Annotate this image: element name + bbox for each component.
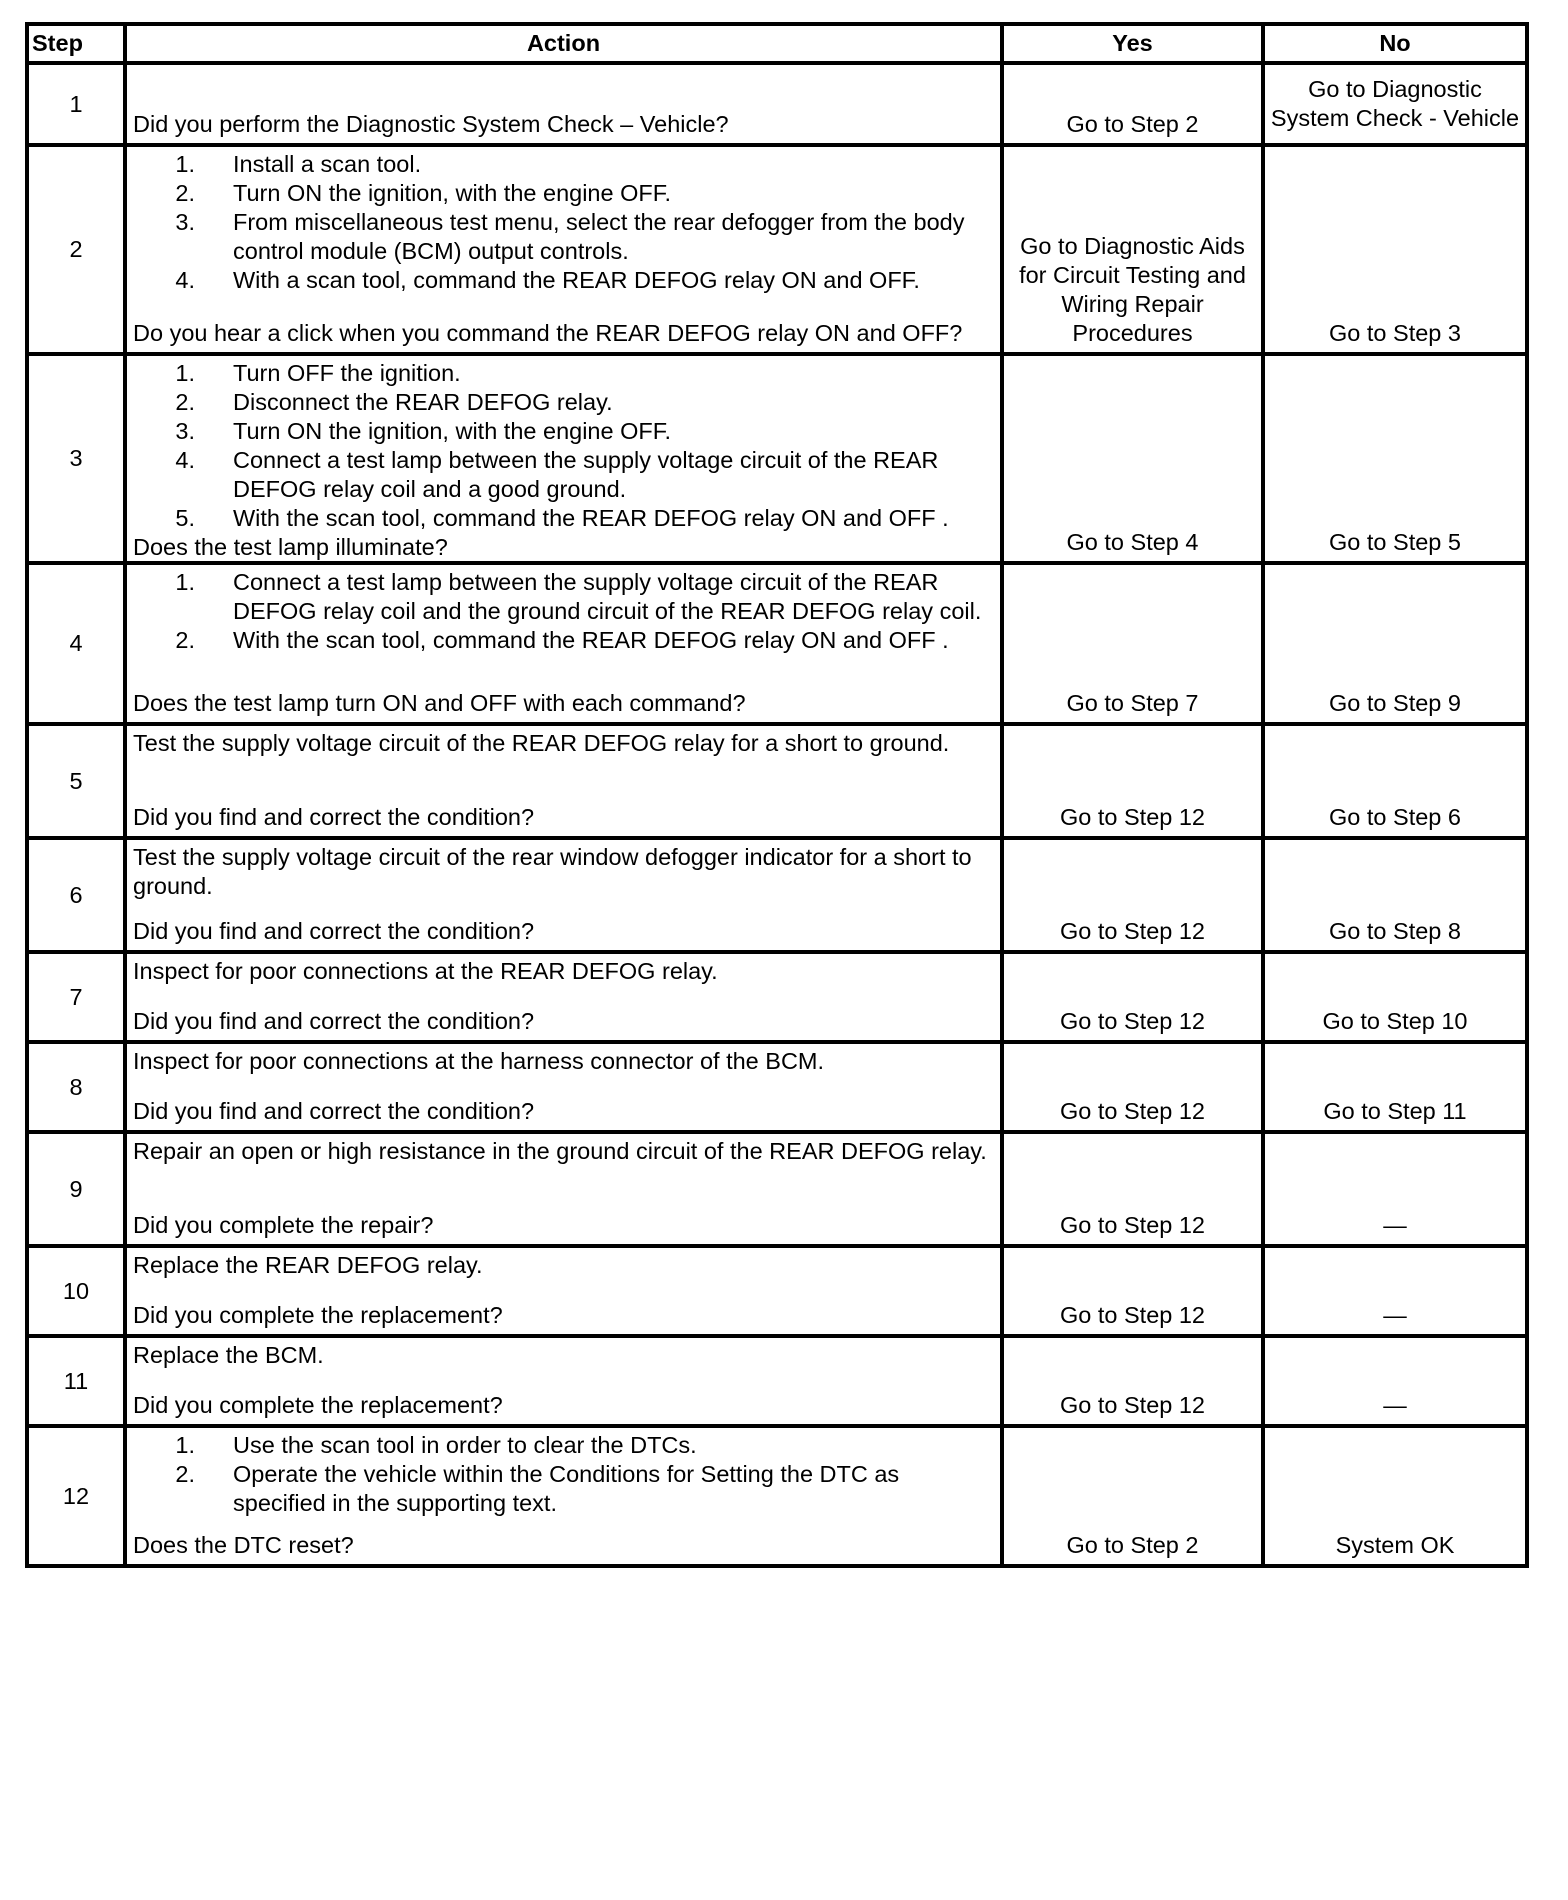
- yes-result: Go to Step 2: [1002, 1426, 1263, 1566]
- action-question: Did you complete the replacement?: [133, 1392, 503, 1418]
- list-item: [133, 568, 994, 626]
- action-cell: [125, 145, 1002, 354]
- list-item: [133, 1460, 994, 1518]
- list-item-number: 2.: [175, 389, 195, 415]
- action-cell: [125, 63, 1002, 145]
- list-item: [133, 208, 994, 266]
- step-number: 5: [27, 724, 125, 838]
- step-number: 1: [27, 63, 125, 145]
- no-result: Go to Step 6: [1263, 724, 1527, 838]
- step-number: 4: [27, 563, 125, 724]
- step-number: 2: [27, 145, 125, 354]
- table-row: [27, 354, 1527, 563]
- yes-result: Go to Step 12: [1002, 1336, 1263, 1426]
- list-item-number: 1.: [175, 569, 195, 595]
- list-item-number: 1.: [175, 360, 195, 386]
- header-row: [27, 24, 1527, 63]
- list-item: [133, 179, 994, 208]
- list-item-text: Disconnect the REAR DEFOG relay.: [233, 389, 613, 415]
- action-question: Does the DTC reset?: [133, 1532, 354, 1558]
- list-item-text: Connect a test lamp between the supply voltage circuit of the REAR DEFOG relay coil and the ground circuit of the REAR DEFOG relay coil.: [233, 569, 982, 624]
- table-row: [27, 563, 1527, 724]
- step-number: 3: [27, 354, 125, 563]
- list-item: [133, 388, 994, 417]
- action-question: Did you complete the replacement?: [133, 1302, 503, 1328]
- no-result: Go to Step 9: [1263, 563, 1527, 724]
- yes-result: Go to Step 12: [1002, 952, 1263, 1042]
- action-steps-list: [133, 1431, 994, 1518]
- list-item: [133, 266, 994, 295]
- list-item-text: Connect a test lamp between the supply voltage circuit of the REAR DEFOG relay coil and a good ground.: [233, 447, 939, 502]
- action-cell: [125, 1042, 1002, 1132]
- action-instruction: Repair an open or high resistance in the ground circuit of the REAR DEFOG relay.: [133, 1138, 987, 1164]
- yes-result: Go to Step 12: [1002, 724, 1263, 838]
- list-item-text: Use the scan tool in order to clear the DTCs.: [233, 1432, 697, 1458]
- table-body: [27, 63, 1527, 1566]
- no-result: —: [1263, 1132, 1527, 1246]
- step-number: 6: [27, 838, 125, 952]
- action-cell: [125, 1426, 1002, 1566]
- table-row: [27, 1336, 1527, 1426]
- action-cell: [125, 1336, 1002, 1426]
- action-question: Did you find and correct the condition?: [133, 1098, 535, 1124]
- header-step: Step: [27, 24, 125, 63]
- list-item-number: 3.: [175, 209, 195, 235]
- table-row: [27, 1426, 1527, 1566]
- yes-result: Go to Step 12: [1002, 1246, 1263, 1336]
- header-yes: Yes: [1002, 24, 1263, 63]
- action-instruction: Test the supply voltage circuit of the REAR DEFOG relay for a short to ground.: [133, 730, 950, 756]
- no-result: Go to Step 3: [1263, 145, 1527, 354]
- table-row: [27, 1132, 1527, 1246]
- action-cell: [125, 724, 1002, 838]
- yes-result: Go to Step 4: [1002, 354, 1263, 563]
- list-item-text: With the scan tool, command the REAR DEFOG relay ON and OFF .: [233, 505, 949, 531]
- yes-result: Go to Step 12: [1002, 1042, 1263, 1132]
- list-item-number: 5.: [175, 505, 195, 531]
- list-item-number: 2.: [175, 1461, 195, 1487]
- no-result: System OK: [1263, 1426, 1527, 1566]
- list-item-number: 1.: [175, 1432, 195, 1458]
- list-item: [133, 626, 994, 655]
- action-question: Did you perform the Diagnostic System Check – Vehicle?: [133, 111, 729, 137]
- action-instruction: Test the supply voltage circuit of the rear window defogger indicator for a short to ground.: [133, 844, 972, 899]
- list-item-text: With the scan tool, command the REAR DEFOG relay ON and OFF .: [233, 627, 949, 653]
- list-item-text: Install a scan tool.: [233, 151, 422, 177]
- action-question: Did you find and correct the condition?: [133, 918, 535, 944]
- action-steps-list: [133, 568, 994, 655]
- no-result: Go to Step 11: [1263, 1042, 1527, 1132]
- yes-result: Go to Step 7: [1002, 563, 1263, 724]
- action-instruction: Inspect for poor connections at the REAR DEFOG relay.: [133, 958, 718, 984]
- action-cell: [125, 1132, 1002, 1246]
- list-item-number: 1.: [175, 151, 195, 177]
- action-instruction: Replace the BCM.: [133, 1342, 324, 1368]
- step-number: 10: [27, 1246, 125, 1336]
- list-item-text: Turn OFF the ignition.: [233, 360, 461, 386]
- list-item: [133, 150, 994, 179]
- header-no: No: [1263, 24, 1527, 63]
- list-item-number: 4.: [175, 267, 195, 293]
- action-question: Did you complete the repair?: [133, 1212, 434, 1238]
- action-cell: [125, 952, 1002, 1042]
- table-row: [27, 952, 1527, 1042]
- list-item: [133, 446, 994, 504]
- step-number: 7: [27, 952, 125, 1042]
- list-item-number: 2.: [175, 627, 195, 653]
- table-row: [27, 1246, 1527, 1336]
- action-instruction: Replace the REAR DEFOG relay.: [133, 1252, 483, 1278]
- action-question: Did you find and correct the condition?: [133, 804, 535, 830]
- list-item: [133, 504, 994, 533]
- action-instruction: Inspect for poor connections at the harness connector of the BCM.: [133, 1048, 825, 1074]
- table-row: [27, 838, 1527, 952]
- list-item-text: Operate the vehicle within the Conditions for Setting the DTC as specified in the supporting text.: [233, 1461, 900, 1516]
- list-item: [133, 1431, 994, 1460]
- no-result: —: [1263, 1246, 1527, 1336]
- list-item-number: 3.: [175, 418, 195, 444]
- action-steps-list: [133, 359, 994, 533]
- yes-result: Go to Diagnostic Aids for Circuit Testing and Wiring Repair Procedures: [1002, 145, 1263, 354]
- diagnostic-table: [25, 22, 1529, 1568]
- no-result: Go to Step 10: [1263, 952, 1527, 1042]
- list-item-text: From miscellaneous test menu, select the rear defogger from the body control module (BCM) output controls.: [233, 209, 965, 264]
- table-row: [27, 724, 1527, 838]
- table-row: [27, 63, 1527, 145]
- list-item-number: 4.: [175, 447, 195, 473]
- action-question: Do you hear a click when you command the REAR DEFOG relay ON and OFF?: [133, 320, 963, 346]
- action-question: Does the test lamp turn ON and OFF with each command?: [133, 690, 746, 716]
- table-row: [27, 1042, 1527, 1132]
- no-result: Go to Step 8: [1263, 838, 1527, 952]
- list-item: [133, 417, 994, 446]
- action-question: Did you find and correct the condition?: [133, 1008, 535, 1034]
- step-number: 12: [27, 1426, 125, 1566]
- yes-result: Go to Step 12: [1002, 1132, 1263, 1246]
- list-item: [133, 359, 994, 388]
- no-result: —: [1263, 1336, 1527, 1426]
- yes-result: Go to Step 12: [1002, 838, 1263, 952]
- list-item-text: Turn ON the ignition, with the engine OFF.: [233, 418, 672, 444]
- list-item-text: With a scan tool, command the REAR DEFOG relay ON and OFF.: [233, 267, 920, 293]
- table-row: [27, 145, 1527, 354]
- list-item-text: Turn ON the ignition, with the engine OFF.: [233, 180, 672, 206]
- action-cell: [125, 1246, 1002, 1336]
- action-steps-list: [133, 150, 994, 295]
- step-number: 9: [27, 1132, 125, 1246]
- action-cell: [125, 563, 1002, 724]
- action-cell: [125, 838, 1002, 952]
- no-result: Go to Step 5: [1263, 354, 1527, 563]
- no-result: Go to Diagnostic System Check - Vehicle: [1263, 63, 1527, 145]
- step-number: 8: [27, 1042, 125, 1132]
- list-item-number: 2.: [175, 180, 195, 206]
- yes-result: Go to Step 2: [1002, 63, 1263, 145]
- header-action: Action: [125, 24, 1002, 63]
- step-number: 11: [27, 1336, 125, 1426]
- action-cell: [125, 354, 1002, 563]
- action-question: Does the test lamp illuminate?: [133, 534, 448, 560]
